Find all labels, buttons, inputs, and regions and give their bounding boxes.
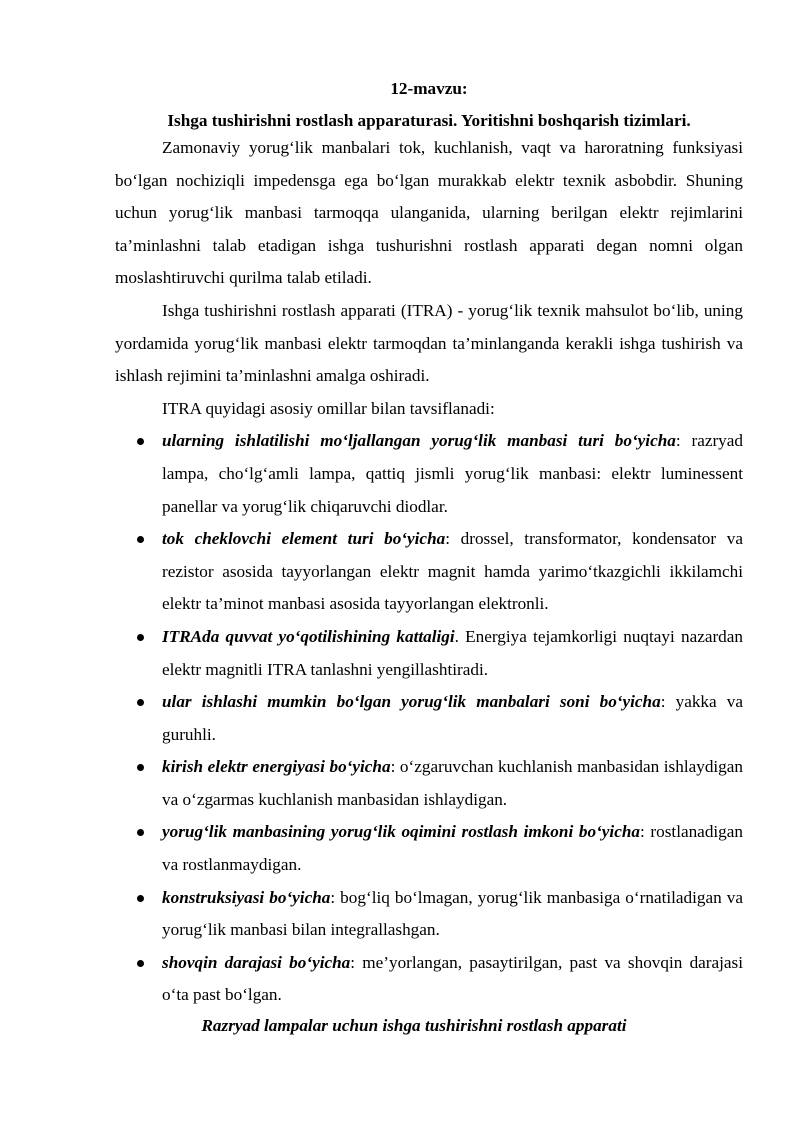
- list-item-text: : o‘zgaruvchan kuchlanish manbasidan ishlaydigan va o‘zgarmas kuchlanish manbasidan ishlaydigan.: [162, 757, 743, 809]
- list-item-term: konstruksiyasi bo‘yicha: [162, 887, 331, 907]
- list-item-text: : bog‘liq bo‘lmagan, yorug‘lik manbasiga o‘rnatiladigan va yorug‘lik manbasi bilan integrallashgan.: [162, 887, 743, 940]
- bullet-icon: [137, 699, 144, 706]
- list-item-text: : rostlanadigan va rostlanmaydigan.: [162, 822, 743, 875]
- document-page: [115, 78, 743, 1040]
- list-item-term: ular ishlashi mumkin bo‘lgan yorug‘lik manbalari soni bo‘yicha: [162, 692, 661, 712]
- list-item-term: kirish elektr energiyasi bo‘yicha: [162, 757, 391, 777]
- list-item-term: shovqin darajasi bo‘yicha: [162, 952, 351, 972]
- list-item-term: tok cheklovchi element turi bo‘yicha: [162, 529, 446, 549]
- paragraph: ITRA quyidagi asosiy omillar bilan tavsiflanadi:: [162, 398, 495, 418]
- bullet-icon: [137, 536, 144, 543]
- section-subheading: Razryad lampalar uchun ishga tushirishni rostlash apparati: [201, 1016, 627, 1036]
- factor-list: [115, 425, 743, 1012]
- list-item-text: : drossel, transformator, kondensator va rezistor asosida tayyorlangan elektr magnit hamda yarimo‘tkazgichli ikkilamchi elektr ta’minot manbasi asosida tayyorlangan elektronli.: [162, 529, 743, 614]
- list-item: [115, 882, 743, 947]
- list-item-term: ITRAda quvvat yo‘qotilishining kattaligi: [162, 626, 455, 646]
- bullet-icon: [137, 764, 144, 771]
- paragraph: Ishga tushirishni rostlash apparati (ITRA) - yorug‘lik texnik mahsulot bo‘lib, uning yordamida yorug‘lik manbasi elektr tarmoqdan ta’minlanganda kerakli ishga tushirish va ishlash rejimini ta’minlashni amalga oshiradi.: [115, 300, 743, 386]
- list-item: [115, 621, 743, 686]
- list-item-text: : me’yorlangan, pasaytirilgan, past va shovqin darajasi o‘ta past bo‘lgan.: [162, 952, 744, 1005]
- bullet-icon: [137, 960, 144, 967]
- list-item-text: : razryad lampa, cho‘lg‘amli lampa, qattiq jismli yorug‘lik manbasi: elektr luminessent panellar va yorug‘lik chiqaruvchi diodlar.: [162, 431, 743, 516]
- bullet-icon: [137, 438, 144, 445]
- page-title: Ishga tushirishni rostlash apparaturasi. Yoritishni boshqarish tizimlari.: [167, 111, 691, 130]
- list-item: [115, 751, 743, 816]
- list-item-text: : yakka va guruhli.: [162, 692, 743, 744]
- list-item: [115, 947, 743, 1012]
- list-item: [115, 425, 743, 523]
- list-item-text: . Energiya tejamkorligi nuqtayi nazardan elektr magnitli ITRA tanlashni yengillashtiradi.: [162, 626, 743, 679]
- topic-number: 12-mavzu:: [390, 79, 468, 98]
- list-item-term: yorug‘lik manbasining yorug‘lik oqimini rostlash imkoni bo‘yicha: [162, 822, 640, 842]
- list-item: [115, 816, 743, 881]
- paragraph: Zamonaviy yorug‘lik manbalari tok, kuchlanish, vaqt va haroratning funksiyasi bo‘lgan nochiziqli impedensga ega bo‘lgan murakkab elektr texnik asbobdir. Shuning uchun yorug‘lik manbasi tarmoqqa ulanganida, ularning berilgan elektr rejimlarini ta’minlashni talab etadigan ishga tushurishni rostlash apparati degan nomni olgan moslashtiruvchi qurilma talab etiladi.: [115, 138, 743, 288]
- bullet-icon: [137, 895, 144, 902]
- list-item: [115, 686, 743, 751]
- list-item-term: ularning ishlatilishi mo‘ljallangan yorug‘lik manbasi turi bo‘yicha: [162, 431, 676, 451]
- bullet-icon: [137, 829, 144, 836]
- bullet-icon: [137, 634, 144, 641]
- list-item: [115, 523, 743, 621]
